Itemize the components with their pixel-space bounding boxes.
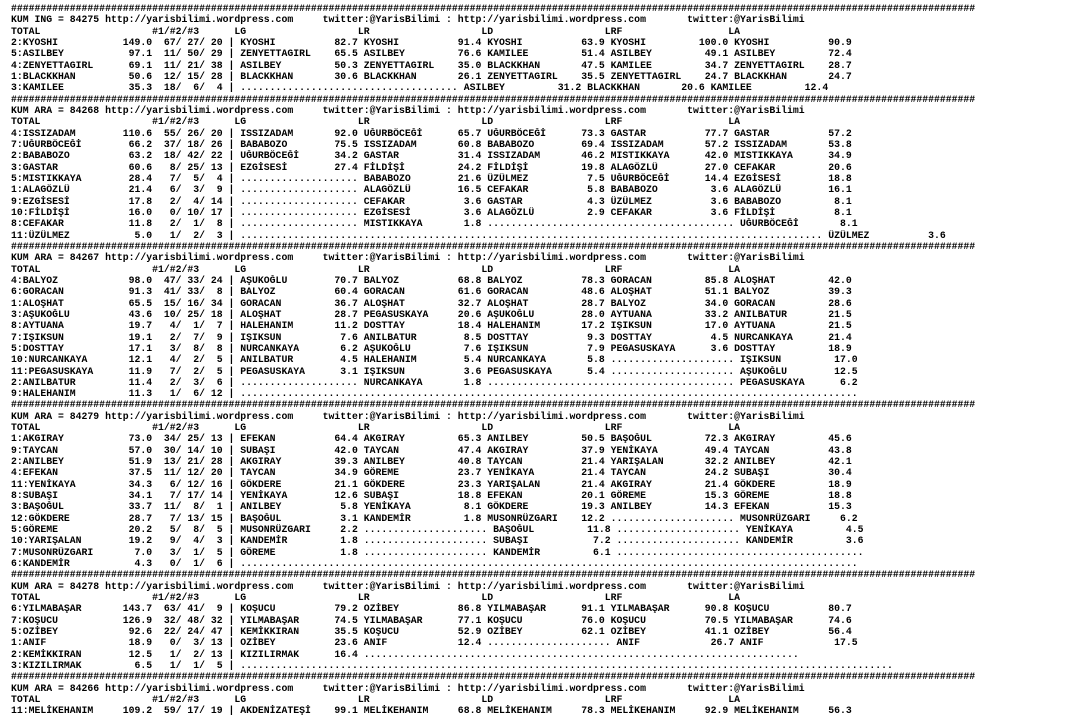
- text-line: 3:KAMILEE 35.3 18/ 6/ 4 | ..................................... ASILBEY 31.2 BLACKKHAN 20.6 KAMILEE 12.4: [11, 82, 829, 94]
- text-line: ####################################################################################################################################################################: [11, 240, 976, 252]
- text-line: 1:ANIF 18.9 0/ 3/ 13 | OZİBEY 23.6 ANIF 12.4 ..................... ANIF 26.7 ANIF 17.5: [11, 637, 858, 649]
- text-line: 3:AŞUKOĞLU 43.6 10/ 25/ 18 | ALOŞHAT 28.7 PEGASUSKAYA 20.6 AŞUKOĞLU 28.0 AYTUANA 33.2 ANILBATUR 21.5: [11, 308, 852, 320]
- text-line: TOTAL #1/#2/#3 LG LR LD LRF LA: [11, 592, 741, 604]
- text-line: 5:ASILBEY 97.1 11/ 50/ 29 | ZENYETTAGIRL 65.5 ASILBEY 76.6 KAMILEE 51.4 ASILBEY 49.1 ASILBEY 72.4: [11, 48, 852, 60]
- text-line: 1:ALAGÖZLÜ 21.4 6/ 3/ 9 | .................... ALAGÖZLÜ 16.5 CEFAKAR 5.8 BABABOZO 3.6 ALAGÖZLÜ 16.1: [11, 184, 852, 196]
- text-line: 2:KEMİKKIRAN 12.5 1/ 2/ 13 | KIZILIRMAK 16.4 ..........................................................................: [11, 648, 799, 660]
- text-line: ####################################################################################################################################################################: [11, 569, 976, 581]
- text-line: 6:YILMABAŞAR 143.7 63/ 41/ 9 | KOŞUCU 79.2 OZİBEY 86.8 YILMABAŞAR 91.1 YILMABAŞAR 90.8 KOŞUCU 80.7: [11, 603, 852, 615]
- text-line: 10:YARIŞALAN 19.2 9/ 4/ 3 | KANDEMİR 1.8 ..................... SUBAŞI 7.2 ..................... KANDEMİR 3.6: [11, 535, 864, 547]
- text-line: 5:MISTIKKAYA 28.4 7/ 5/ 4 | .................... BABABOZO 21.6 ÜZÜLMEZ 7.5 UĞURBÖCEĞİ 14.4 EZGİSESİ 18.8: [11, 172, 852, 184]
- text-line: 10:FİLDİŞİ 16.0 0/ 10/ 17 | .................... EZGİSESİ 3.6 ALAGÖZLÜ 2.9 CEFAKAR 3.6 FİLDİŞİ 8.1: [11, 206, 852, 218]
- text-line: 11:PEGASUSKAYA 11.9 7/ 2/ 5 | PEGASUSKAYA 3.1 IŞIKSUN 3.6 PEGASUSKAYA 5.4 ..................... AŞUKOĞLU 12.5: [11, 365, 858, 377]
- text-line: 12:GÖKDERE 28.7 7/ 13/ 15 | BAŞOĞUL 3.1 KANDEMİR 1.8 MUSONRÜZGARI 12.2 ..................... MUSONRÜZGARI 6.2: [11, 512, 858, 524]
- text-line: 5:OZİBEY 92.6 22/ 24/ 47 | KEMİKKIRAN 35.5 KOŞUCU 52.9 OZİBEY 62.1 OZİBEY 41.1 OZİBEY 56.4: [11, 626, 852, 638]
- text-line: KUM ARA = 84268 http://yarisbilimi.wordpress.com twitter:@YarisBilimi : http://yarisbilimi.wordpress.com twitter:@YarisBilimi: [11, 104, 805, 116]
- text-line: KUM ARA = 84267 http://yarisbilimi.wordpress.com twitter:@YarisBilimi : http://yarisbilimi.wordpress.com twitter:@YarisBilimi: [11, 252, 805, 264]
- text-line: 8:CEFAKAR 11.8 2/ 1/ 8 | .................... MISTIKKAYA 1.8 .......................................... UĞURBÖCEĞİ 8.1: [11, 218, 858, 230]
- text-line: 11:YENİKAYA 34.3 6/ 12/ 16 | GÖKDERE 21.1 GÖKDERE 23.3 YARIŞALAN 21.4 AKGIRAY 21.4 GÖKDERE 18.9: [11, 478, 852, 490]
- text-line: 2:ANILBATUR 11.4 2/ 3/ 6 | .................... NURCANKAYA 1.8 .......................................... PEGASUSKAYA 6.2: [11, 376, 858, 388]
- text-line: 8:SUBAŞI 34.1 7/ 17/ 14 | YENİKAYA 12.6 SUBAŞI 18.8 EFEKAN 20.1 GÖREME 15.3 GÖREME 18.8: [11, 490, 852, 502]
- text-line: 4:ISSIZADAM 110.6 55/ 26/ 20 | ISSIZADAM 92.0 UĞURBÖCEĞİ 65.7 UĞURBÖCEĞİ 73.3 GASTAR 77.7 GASTAR 57.2: [11, 127, 852, 139]
- text-line: 11:ÜZÜLMEZ 5.0 1/ 2/ 3 | ................................................................................................... ÜZÜLMEZ 3.6: [11, 229, 946, 241]
- text-line: 10:NURCANKAYA 12.1 4/ 2/ 5 | ANILBATUR 4.5 HALEHANIM 5.4 NURCANKAYA 5.8 ..................... IŞIKSUN 17.0: [11, 354, 858, 366]
- text-line: TOTAL #1/#2/#3 LG LR LD LRF LA: [11, 116, 741, 128]
- text-line: 5:DOSTTAY 17.1 3/ 8/ 8 | NURCANKAYA 6.2 AŞUKOĞLU 7.6 IŞIKSUN 7.9 PEGASUSKAYA 3.6 DOSTTAY 18.9: [11, 342, 852, 354]
- text-line: 6:KANDEMİR 4.3 0/ 1/ 6 | .........................................................................................................: [11, 558, 858, 570]
- text-line: 3:BAŞOĞUL 33.7 11/ 8/ 1 | ANILBEY 5.8 YENİKAYA 8.1 GÖKDERE 19.3 ANILBEY 14.3 EFEKAN 15.3: [11, 501, 852, 513]
- text-line: 7:IŞIKSUN 19.1 2/ 7/ 9 | IŞIKSUN 7.6 ANILBATUR 8.5 DOSTTAY 9.3 DOSTTAY 4.5 NURCANKAYA 21.4: [11, 331, 852, 343]
- text-line: TOTAL #1/#2/#3 LG LR LD LRF LA: [11, 25, 741, 37]
- text-line: 2:BABABOZO 63.2 18/ 42/ 22 | UĞURBÖCEĞİ 34.2 GASTAR 31.4 ISSIZADAM 46.2 MISTIKKAYA 42.0 MISTIKKAYA 34.9: [11, 150, 852, 162]
- text-line: TOTAL #1/#2/#3 LG LR LD LRF LA: [11, 422, 741, 434]
- text-line: 9:TAYCAN 57.0 30/ 14/ 10 | SUBAŞI 42.0 TAYCAN 47.4 AKGIRAY 37.9 YENİKAYA 49.4 TAYCAN 43.8: [11, 444, 852, 456]
- text-line: ####################################################################################################################################################################: [11, 671, 976, 683]
- text-line: 1:BLACKKHAN 50.6 12/ 15/ 28 | BLACKKHAN 30.6 BLACKKHAN 26.1 ZENYETTAGIRL 35.5 ZENYETTAGIRL 24.7 BLACKKHAN 24.7: [11, 70, 852, 82]
- text-line: 2:ANILBEY 51.9 13/ 21/ 28 | AKGIRAY 39.3 ANILBEY 40.8 TAYCAN 21.4 YARIŞALAN 32.2 ANILBEY 42.1: [11, 456, 852, 468]
- text-line: 7:MUSONRÜZGARI 7.0 3/ 1/ 5 | GÖREME 1.8 ..................... KANDEMİR 6.1 ..........................................: [11, 546, 864, 558]
- text-line: 5:GÖREME 20.2 5/ 8/ 5 | MUSONRÜZGARI 2.2 ..................... BAŞOĞUL 11.8 ..................... YENİKAYA 4.5: [11, 524, 864, 536]
- text-line: KUM ARA = 84278 http://yarisbilimi.wordpress.com twitter:@YarisBilimi : http://yarisbilimi.wordpress.com twitter:@YarisBilimi: [11, 580, 805, 592]
- text-line: 3:KIZILIRMAK 6.5 1/ 1/ 5 | ...............................................................................................................: [11, 660, 893, 672]
- text-line: 11:MELİKEHANIM 109.2 59/ 17/ 19 | AKDENİZATEŞİ 99.1 MELİKEHANIM 68.8 MELİKEHANIM 78.3 MELİKEHANIM 92.9 MELİKEHANIM 56.3: [11, 705, 852, 717]
- text-line: 4:EFEKAN 37.5 11/ 12/ 20 | TAYCAN 34.9 GÖREME 23.7 YENİKAYA 21.4 TAYCAN 24.2 SUBAŞI 30.4: [11, 467, 852, 479]
- text-line: KUM ING = 84275 http://yarisbilimi.wordpress.com twitter:@YarisBilimi : http://yarisbilimi.wordpress.com twitter:@YarisBilimi: [11, 14, 805, 26]
- text-line: ####################################################################################################################################################################: [11, 3, 976, 14]
- text-line: 6:GORACAN 91.3 41/ 33/ 8 | BALYOZ 60.4 GORACAN 61.6 GORACAN 48.6 ALOŞHAT 51.1 BALYOZ 39.3: [11, 286, 852, 298]
- text-line: KUM ARA = 84266 http://yarisbilimi.wordpress.com twitter:@YarisBilimi : http://yarisbilimi.wordpress.com twitter:@YarisBilimi: [11, 682, 805, 694]
- text-line: KUM ARA = 84279 http://yarisbilimi.wordpress.com twitter:@YarisBilimi : http://yarisbilimi.wordpress.com twitter:@YarisBilimi: [11, 410, 805, 422]
- text-line: 8:AYTUANA 19.7 4/ 1/ 7 | HALEHANIM 11.2 DOSTTAY 18.4 HALEHANIM 17.2 IŞIKSUN 17.0 AYTUANA 21.5: [11, 320, 852, 332]
- text-line: 1:ALOŞHAT 65.5 15/ 16/ 34 | GORACAN 36.7 ALOŞHAT 32.7 ALOŞHAT 28.7 BALYOZ 34.0 GORACAN 28.6: [11, 297, 852, 309]
- text-line: 7:UĞURBÖCEĞİ 66.2 37/ 18/ 26 | BABABOZO 75.5 ISSIZADAM 60.8 BABABOZO 69.4 ISSIZADAM 57.2 ISSIZADAM 53.8: [11, 138, 852, 150]
- text-line: 9:EZGİSESİ 17.8 2/ 4/ 14 | .................... CEFAKAR 3.6 GASTAR 4.3 ÜZÜLMEZ 3.6 BABABOZO 8.1: [11, 195, 852, 207]
- text-line: TOTAL #1/#2/#3 LG LR LD LRF LA: [11, 263, 741, 275]
- text-line: 9:HALEHANIM 11.3 1/ 6/ 12 | .........................................................................................................: [11, 388, 858, 400]
- text-line: ####################################################################################################################################################################: [11, 93, 976, 105]
- text-line: 3:GASTAR 60.6 8/ 25/ 13 | EZGİSESİ 27.4 FİLDİŞİ 24.2 FİLDİŞİ 19.8 ALAGÖZLÜ 27.0 CEFAKAR 20.6: [11, 161, 852, 173]
- text-line: 7:KOŞUCU 126.9 32/ 48/ 32 | YILMABAŞAR 74.5 YILMABAŞAR 77.1 KOŞUCU 76.0 KOŞUCU 70.5 YILMABAŞAR 74.6: [11, 614, 852, 626]
- text-line: 4:ZENYETTAGIRL 69.1 11/ 21/ 38 | ASILBEY 50.3 ZENYETTAGIRL 35.0 BLACKKHAN 47.5 KAMILEE 34.7 ZENYETTAGIRL 28.7: [11, 59, 852, 71]
- text-line: ####################################################################################################################################################################: [11, 399, 976, 411]
- text-line: 2:KYOSHI 149.0 67/ 27/ 20 | KYOSHI 82.7 KYOSHI 91.4 KYOSHI 63.9 KYOSHI 100.0 KYOSHI 90.9: [11, 36, 852, 48]
- text-line: 4:BALYOZ 98.0 47/ 33/ 24 | AŞUKOĞLU 70.7 BALYOZ 68.8 BALYOZ 78.3 GORACAN 85.8 ALOŞHAT 42.0: [11, 274, 852, 286]
- text-line: TOTAL #1/#2/#3 LG LR LD LRF LA: [11, 694, 741, 706]
- text-line: 1:AKGIRAY 73.0 34/ 25/ 13 | EFEKAN 64.4 AKGIRAY 65.3 ANILBEY 50.5 BAŞOĞUL 72.3 AKGIRAY 45.6: [11, 433, 852, 445]
